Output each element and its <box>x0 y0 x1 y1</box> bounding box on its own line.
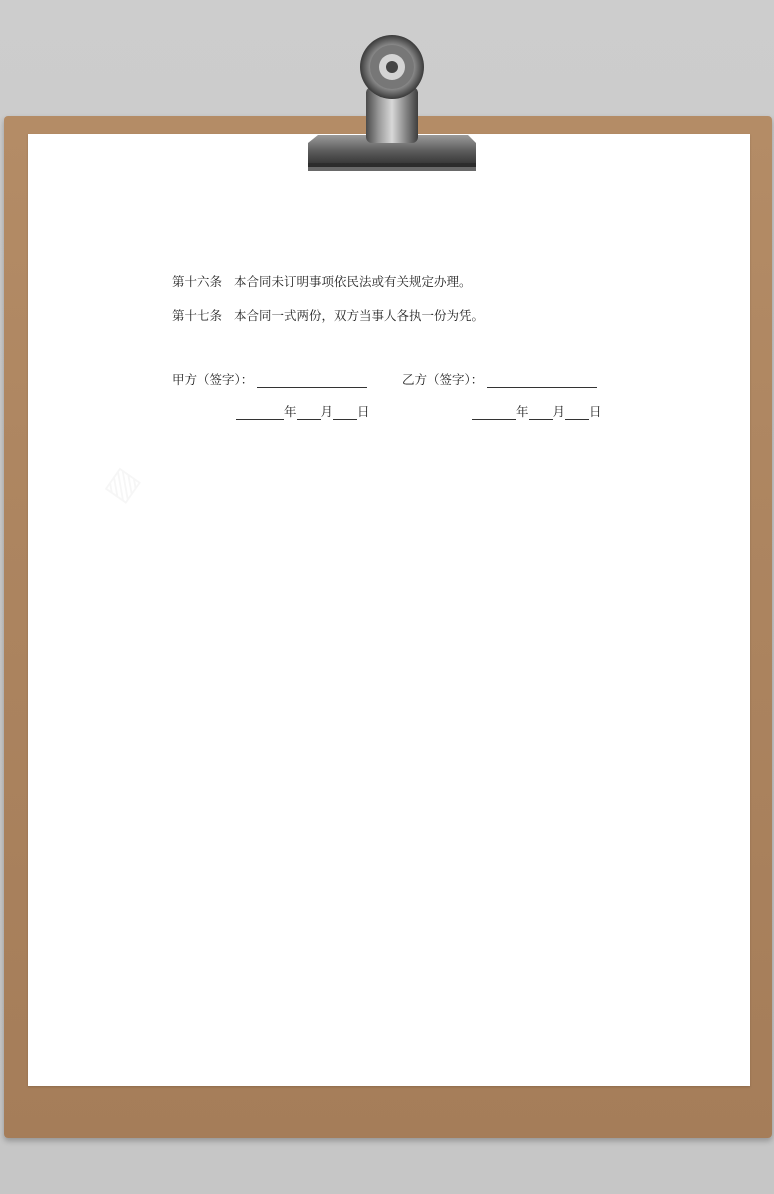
month-blank-b[interactable] <box>529 405 553 420</box>
year-label-b: 年 <box>516 404 529 419</box>
signature-party-a <box>172 370 367 388</box>
clause-16-number: 第十六条 <box>172 274 223 289</box>
day-blank-b[interactable] <box>565 405 589 420</box>
day-label-b: 日 <box>589 404 602 419</box>
party-b-signature-line[interactable] <box>487 373 597 388</box>
year-label-a: 年 <box>284 404 297 419</box>
month-blank-a[interactable] <box>297 405 321 420</box>
month-label-b: 月 <box>552 404 566 419</box>
signature-party-b <box>402 370 597 388</box>
party-b-label: 乙方（签字）： <box>402 372 484 387</box>
year-blank-a[interactable] <box>236 405 284 420</box>
day-blank-a[interactable] <box>333 405 357 420</box>
day-label-a: 日 <box>357 404 370 419</box>
clause-17-number: 第十七条 <box>172 308 223 323</box>
clause-17 <box>172 306 484 324</box>
party-a-signature-line[interactable] <box>257 373 367 388</box>
date-party-b <box>472 402 602 420</box>
year-blank-b[interactable] <box>472 405 516 420</box>
month-label-a: 月 <box>320 404 334 419</box>
party-a-label: 甲方（签字）： <box>172 372 254 387</box>
clause-16-text: 本合同未订明事项依民法或有关规定办理。 <box>234 274 472 289</box>
date-party-a <box>236 402 370 420</box>
clause-17-text: 本合同一式两份，双方当事人各执一份为凭。 <box>234 308 485 323</box>
watermark <box>99 458 148 509</box>
clause-16 <box>172 272 472 290</box>
binder-clip-icon <box>300 25 480 180</box>
